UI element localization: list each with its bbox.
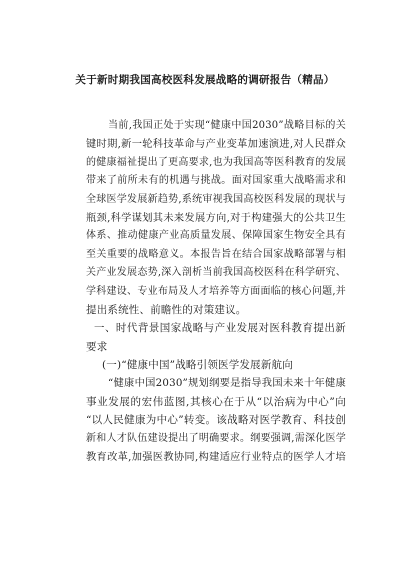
paragraph-1-line: 学科建设、专业布局及人才培养等方面面临的核心问题,并	[86, 285, 346, 297]
paragraph-1-line: 体系、推动健康产业高质量发展、保障国家生物安全具有	[86, 230, 346, 242]
paragraph-1-line: 全球医学发展新趋势,系统审视我国高校医科发展的现状与	[86, 193, 346, 205]
paragraph-1-line: 带来了前所未有的机遇与挑战。面对国家重大战略需求和	[86, 175, 346, 187]
paragraph-1-line: 当前,我国正处于实现“健康中国2030”战略目标的关	[108, 120, 346, 131]
paragraph-2-line: 新和人才队伍建设提出了明确要求。纲要强调,需深化医学	[86, 432, 346, 444]
paragraph-1-line: 至关重要的战略意义。本报告旨在结合国家战略部署与相	[86, 248, 346, 260]
subsection-1-heading: (一)“健康中国”战略引领医学发展新航向	[102, 359, 293, 372]
document-body	[86, 117, 346, 466]
document-title: 关于新时期我国高校医科发展战略的调研报告（精品）	[75, 74, 335, 86]
paragraph-1-line: 关产业发展态势,深入剖析当前我国高校医科在科学研究、	[86, 267, 346, 279]
paragraph-2-line: 事业发展的宏伟蓝图,其核心在于从“以治病为中心”向	[86, 395, 346, 408]
paragraph-1-line: 键时期,新一轮科技革命与产业变革加速演进,对人民群众	[86, 138, 346, 151]
paragraph-1-line: 的健康福祉提出了更高要求,也为我国高等医科教育的发展	[86, 156, 346, 168]
paragraph-2-line: “以人民健康为中心”转变。该战略对医学教育、科技创	[86, 414, 346, 427]
section-1-heading: 一、时代背景国家战略与产业发展对医科教育提出新	[94, 322, 346, 335]
paragraph-1-line: 瓶颈,科学谋划其未来发展方向,对于构建强大的公共卫生	[86, 211, 346, 224]
paragraph-2-line: 教育改革,加强医教协同,构建适应行业特点的医学人才培	[86, 451, 346, 464]
section-1-heading: 要求	[86, 340, 108, 353]
paragraph-1-line: 提出系统性、前瞻性的对策建议。	[86, 303, 247, 316]
paragraph-2-line: “健康中国2030”规划纲要是指导我国未来十年健康	[108, 377, 346, 390]
